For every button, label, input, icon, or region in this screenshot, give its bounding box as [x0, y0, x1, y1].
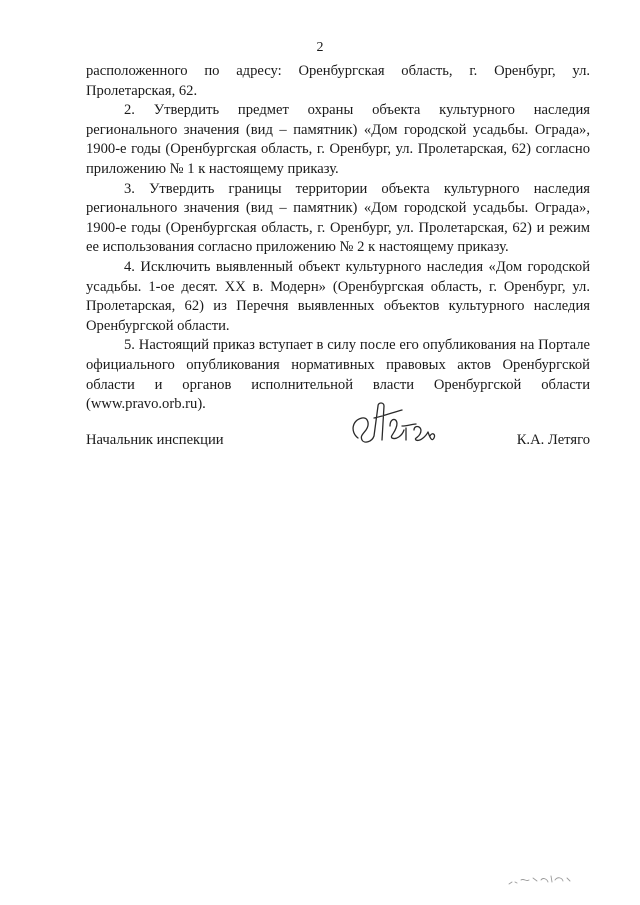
page-number: 2 — [316, 40, 324, 55]
paragraph-item-2: 2. Утвердить предмет охраны объекта культурного наследия регионального значения (вид – памятник) «Дом городской усадьбы. Ограда», 1900-е годы (Оренбургская область, г. Оренбург, ул. Пролетарская, 62) согласно приложению № 1 к настоящему приказу. — [86, 102, 590, 177]
signatory-name: К.А. Летяго — [516, 432, 590, 448]
scan-artifact — [505, 868, 585, 892]
paragraph-item-3: 3. Утвердить границы территории объекта культурного наследия регионального значения (вид – памятник) «Дом городской усадьбы. Ограда», 1900-е годы (Оренбургская область, г. Оренбург, ул. Пролетарская, 62) и режим ее использования согласно приложению № 2 к настоящему приказу. — [86, 180, 590, 256]
paragraph-item-4: 4. Исключить выявленный объект культурного наследия «Дом городской усадьбы. 1-ое десят. XX в. Модерн» (Оренбургская область, г. Оренбург, ул. Пролетарская, 62) из Перечня выявленных объектов культурного наследия Оренбургской области. — [86, 258, 590, 334]
paragraph-address-continuation: расположенного по адресу: Оренбургская область, г. Оренбург, ул. Пролетарская, 62. — [86, 63, 590, 99]
signature-block — [86, 396, 590, 456]
order-body — [86, 62, 590, 415]
paragraph-item-5: 5. Настоящий приказ вступает в силу после его опубликования на Портале официального опубликования нормативных правовых актов Оренбургской области и органов исполнительной власти Оренбургской области (www.pravo.orb.ru). — [86, 337, 590, 413]
signatory-title: Начальник инспекции — [86, 432, 224, 448]
handwritten-signature — [344, 396, 444, 456]
